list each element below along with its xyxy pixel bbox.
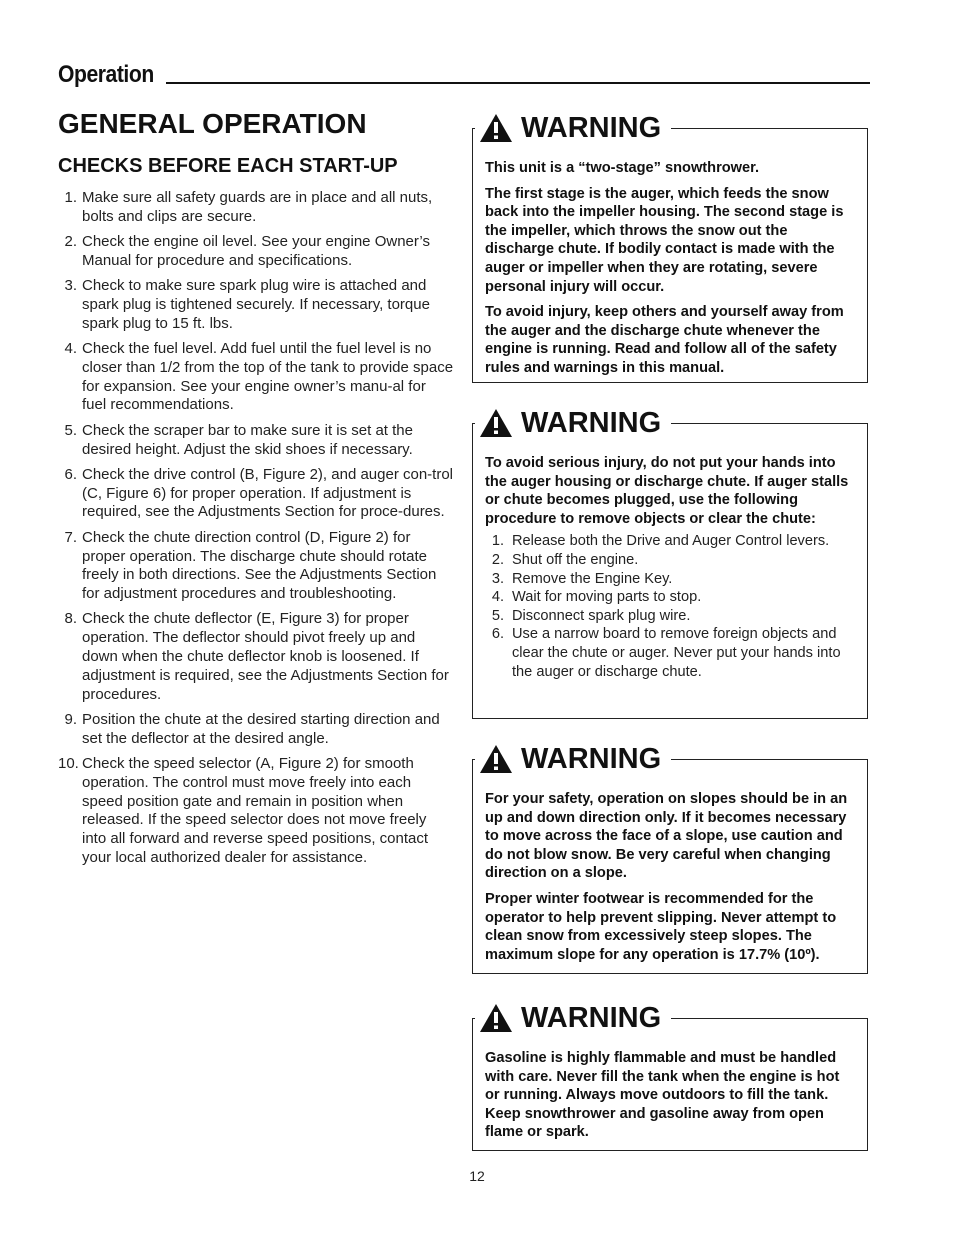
- step-text: Disconnect spark plug wire.: [512, 607, 691, 624]
- list-item: [58, 233, 454, 271]
- warning-body: [473, 1019, 867, 1159]
- item-number: 7.: [64, 528, 77, 546]
- step-number: 3.: [491, 570, 504, 587]
- item-text: Check the chute deflector (E, Figure 3) for proper operation. The deflector should pivot freely up and down when the chute deflector knob is loosened. If adjustment is required, see the Adjustments Section for procedures.: [82, 610, 449, 703]
- warning-triangle-icon: [479, 408, 513, 438]
- step-number: 1.: [491, 533, 504, 550]
- step-text: Shut off the engine.: [512, 551, 639, 568]
- page-title: GENERAL OPERATION: [58, 108, 367, 139]
- item-text: Check the engine oil level. See your engine Owner’s Manual for procedure and specifications.: [82, 233, 430, 269]
- clear-chute-steps: [485, 532, 855, 681]
- list-item: [485, 625, 855, 681]
- item-number: 8.: [64, 610, 77, 628]
- list-item: [485, 607, 855, 626]
- warning-triangle-icon: [479, 744, 513, 774]
- warning-heading: [475, 740, 671, 778]
- list-item: [58, 711, 454, 749]
- warning-heading: [475, 999, 671, 1037]
- item-number: 9.: [64, 710, 77, 728]
- item-text: Check to make sure spark plug wire is attached and spark plug is tightened securely. If necessary, torque spark plug to 15 ft. lbs.: [82, 277, 430, 332]
- list-item: [58, 340, 454, 415]
- warning-box-plugged-chute: [472, 406, 868, 719]
- list-item: [485, 532, 855, 551]
- warning-paragraph: Gasoline is highly flammable and must be handled with care. Never fill the tank when the engine is hot or running. Always move outdoors to fill the tank. Keep snowthrower and gasoline away from open flame or spark.: [485, 1050, 840, 1141]
- warning-box-gasoline: [472, 1001, 868, 1151]
- list-item: [485, 588, 855, 607]
- warning-paragraph: For your safety, operation on slopes should be in an up and down direction only. If it becomes necessary to move across the face of a slope, use caution and do not blow snow. Be very careful when changing direction on a slope.: [485, 791, 848, 882]
- item-text: Make sure all safety guards are in place and all nuts, bolts and clips are secure.: [82, 189, 433, 225]
- warning-heading: [475, 404, 671, 442]
- list-item: [58, 466, 454, 522]
- warning-paragraph: Proper winter footwear is recommended for the operator to help prevent slipping. Never attempt to clean snow from excessively steep slopes. The maximum slope for any operation is 17.7% (10º).: [485, 890, 837, 963]
- warning-paragraph: The first stage is the auger, which feeds the snow back into the impeller housing. The second stage is the impeller, which throws the snow out the discharge chute. If bodily contact is made with the auger or impeller when they are rotating, severe personal injury will occur.: [485, 185, 844, 295]
- step-number: 6.: [491, 626, 504, 643]
- list-item: [58, 189, 454, 227]
- item-number: 2.: [64, 233, 77, 251]
- list-item: [58, 277, 454, 333]
- step-number: 4.: [491, 589, 504, 606]
- list-item: [58, 610, 454, 704]
- item-number: 3.: [64, 277, 77, 295]
- warning-body: [473, 129, 867, 395]
- list-item: [485, 570, 855, 589]
- item-text: Position the chute at the desired starting direction and set the deflector at the desired angle.: [82, 710, 440, 747]
- step-number: 2.: [491, 551, 504, 568]
- step-text: Use a narrow board to remove foreign objects and clear the chute or auger. Never put your hands into the auger or discharge chute.: [512, 626, 841, 680]
- checks-subtitle: CHECKS BEFORE EACH START-UP: [58, 155, 398, 177]
- warning-triangle-icon: [479, 1003, 513, 1033]
- warning-paragraph: To avoid serious injury, do not put your hands into the auger housing or discharge chute. If auger stalls or chute becomes plugged, use the following procedure to remove objects or clear the chute:: [485, 455, 849, 527]
- step-number: 5.: [491, 607, 504, 624]
- item-text: Check the drive control (B, Figure 2), and auger con-trol (C, Figure 6) for proper operation. If adjustment is required, see the Adjustments Section for proce-dures.: [82, 465, 454, 521]
- list-item: [58, 755, 454, 868]
- warning-triangle-icon: [479, 113, 513, 143]
- item-text: Check the scraper bar to make sure it is set at the desired height. Adjust the skid shoes if necessary.: [82, 421, 413, 458]
- item-number: 1.: [64, 189, 77, 206]
- list-item: [58, 529, 454, 604]
- warning-body: [473, 424, 867, 691]
- item-number: 10.: [58, 755, 79, 773]
- startup-checklist: [58, 189, 454, 874]
- page-number: 12: [469, 1168, 485, 1184]
- step-text: Remove the Engine Key.: [512, 570, 673, 587]
- step-text: Wait for moving parts to stop.: [512, 589, 702, 606]
- warning-body: [473, 760, 867, 981]
- warning-paragraph: To avoid injury, keep others and yourself away from the auger and the discharge chute whenever the engine is running. Read and follow all of the safety rules and warnings in this manual.: [485, 304, 844, 376]
- warning-label: WARNING: [521, 1001, 662, 1034]
- warning-paragraph: This unit is a “two-stage” snowthrower.: [485, 160, 760, 176]
- warning-heading: [475, 109, 671, 147]
- item-text: Check the speed selector (A, Figure 2) for smooth operation. The control must move freely into each speed position gate and remain in position when released. If the speed selector does not move freely into all forward and reverse speed positions, contact your local authorized dealer for assistance.: [82, 755, 429, 866]
- header-rule: [166, 82, 870, 84]
- section-header: [58, 58, 870, 88]
- list-item: [485, 551, 855, 570]
- item-text: Check the chute direction control (D, Figure 2) for proper operation. The discharge chute should rotate freely in both directions. See the Adjustments Section for adjustment procedures and troubleshooting.: [82, 528, 437, 603]
- item-number: 6.: [64, 465, 77, 483]
- warning-label: WARNING: [521, 742, 662, 775]
- warning-box-two-stage: [472, 111, 868, 383]
- warning-box-slopes: [472, 742, 868, 974]
- step-text: Release both the Drive and Auger Control levers.: [512, 533, 830, 550]
- list-item: [58, 422, 454, 460]
- item-number: 4.: [64, 340, 77, 358]
- section-title: Operation: [58, 61, 154, 88]
- item-number: 5.: [64, 421, 77, 439]
- warning-label: WARNING: [521, 406, 662, 439]
- item-text: Check the fuel level. Add fuel until the fuel level is no closer than 1/2 from the top of the tank to provide space for expansion. See your engine owner’s manu-al for fuel recommendations.: [82, 340, 454, 414]
- warning-label: WARNING: [521, 111, 662, 144]
